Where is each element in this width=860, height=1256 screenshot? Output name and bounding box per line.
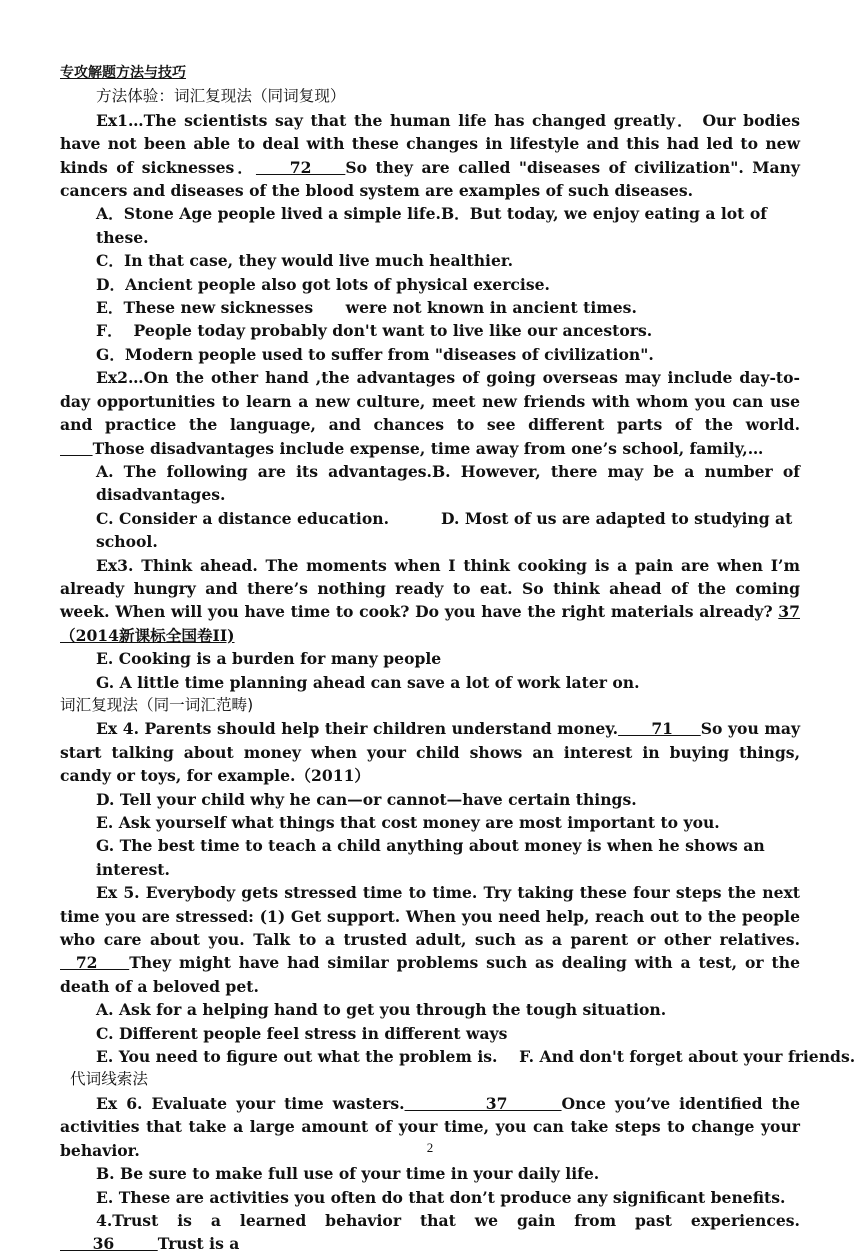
ex5-option: E. You need to figure out what the problem is. F. And don't forget about your friends. [96,1047,856,1067]
ex2-options-cd [60,507,800,554]
ex1-option: E．These new sicknesses were not known in ancient times. [96,298,637,318]
ex2-text-a: Ex2…On the other hand ,the advantages of going overseas may include day-to- day opportunities to learn a new culture, meet new friends with whom you can use and practice the language, and chances to see different parts of the world. [60,368,800,435]
ex1-paragraph [60,109,800,203]
ex1-option: C．In that case, they would live much healthier. [96,251,514,271]
ex4-blank: 71 [618,719,701,739]
ex3-text-a: Ex3. Think ahead. The moments when I think cooking is a pain are when I’m already hungry and there’s nothing ready to eat. So think ahead of the coming week. When will you have time to cook? Do you have the right materials already? [60,555,800,622]
ex2-option-d: D. Most of us are adapted to studying at school. [96,508,793,552]
ex5-option: A. Ask for a helping hand to get you through the tough situation. [96,1000,667,1020]
ex5-text-b: They might have had similar problems such as dealing with a test, or the death of a beloved pet. [60,953,800,996]
ex2-option-c: C. Consider a distance education. [96,508,389,528]
ex4-text-b: So you may start talking about money when your child shows an interest in buying things, candy or toys, for example.（2011） [60,719,801,786]
method-heading-3: 代词线索法 [70,1070,148,1089]
ex6-option: E. These are activities you often do that don’t produce any significant benefits. [96,1187,786,1207]
ex3-option: G. A little time planning ahead can save a lot of work later on. [96,672,640,692]
ex4-text-a: Ex 4. Parents should help their children understand money. [96,719,619,739]
ex6-option: B. Be sure to make full use of your time in your daily life. [96,1164,600,1184]
ex1-option: F． People today probably don't want to live like our ancestors. [96,321,653,341]
method-heading-1: 方法体验：词汇复现法（同词复现） [96,87,346,106]
ex1-text-a: Ex1…The scientists say that the human life has changed greatly． Our bodies have not been able to deal with these changes in lifestyle and this had led to new kinds of sicknesses． [60,110,800,177]
ex1-text-b: So they are called "diseases of civilization". Many cancers and diseases of the blood system are examples of such diseases. [60,157,800,201]
ex4-option: E. Ask yourself what things that cost money are most important to you. [96,813,720,832]
ex5-blank: 72 [60,953,130,973]
ex1-option: D．Ancient people also got lots of physical exercise. [96,274,550,294]
ex7-text-b: Trust is a [157,1234,240,1254]
ex1-blank: 72 [255,157,346,177]
ex6-text-a: Ex 6. Evaluate your time wasters. [96,1093,405,1113]
ex6-blank: 37 [404,1093,562,1113]
ex5-option: C. Different people feel stress in different ways [96,1023,508,1043]
ex3-paragraph [60,554,800,648]
document-page [60,62,856,1256]
ex7-text-a: 4.Trust is a learned behavior that we gain from past experiences. [96,1210,800,1230]
ex3-blank: 37 （2014新课标全国卷II) [60,602,800,645]
ex5-paragraph [60,881,800,998]
ex4-paragraph [60,717,800,787]
ex5-text-a: Ex 5. Everybody gets stressed time to time. Try taking these four steps the next time you are stressed: (1) Get support. When you need help, reach out to the people who care about you. Talk to a trusted adult, such as a parent or other relatives. [60,883,800,950]
ex4-option: D. Tell your child why he can—or cannot—have certain things. [96,789,637,809]
page-number: 2 [426,1140,434,1155]
ex2-blank [60,439,93,458]
ex2-paragraph [60,366,800,460]
ex2-option-ab: A. The following are its advantages.B. However, there may be a number of disadvantages. [96,461,800,505]
ex1-option: G．Modern people used to suffer from "diseases of civilization". [96,344,654,364]
section-title: 专攻解题方法与技巧 [60,65,186,81]
ex6-text-b: Once you’ve identified the activities that take a large amount of your time, you can take steps to change your behavior. [60,1093,800,1160]
ex1-option: A．Stone Age people lived a simple life.B．But today, we enjoy eating a lot of these. [96,204,767,247]
ex3-option: E. Cooking is a burden for many people [96,649,442,669]
ex7-blank: 36 [60,1234,158,1254]
ex4-option: G. The best time to teach a child anything about money is when he shows an interest. [96,836,765,879]
method-heading-2: 词汇复现法（同一词汇范畴) [60,695,254,714]
ex2-text-b: Those disadvantages include expense, time away from one’s school, family,… [92,438,764,458]
